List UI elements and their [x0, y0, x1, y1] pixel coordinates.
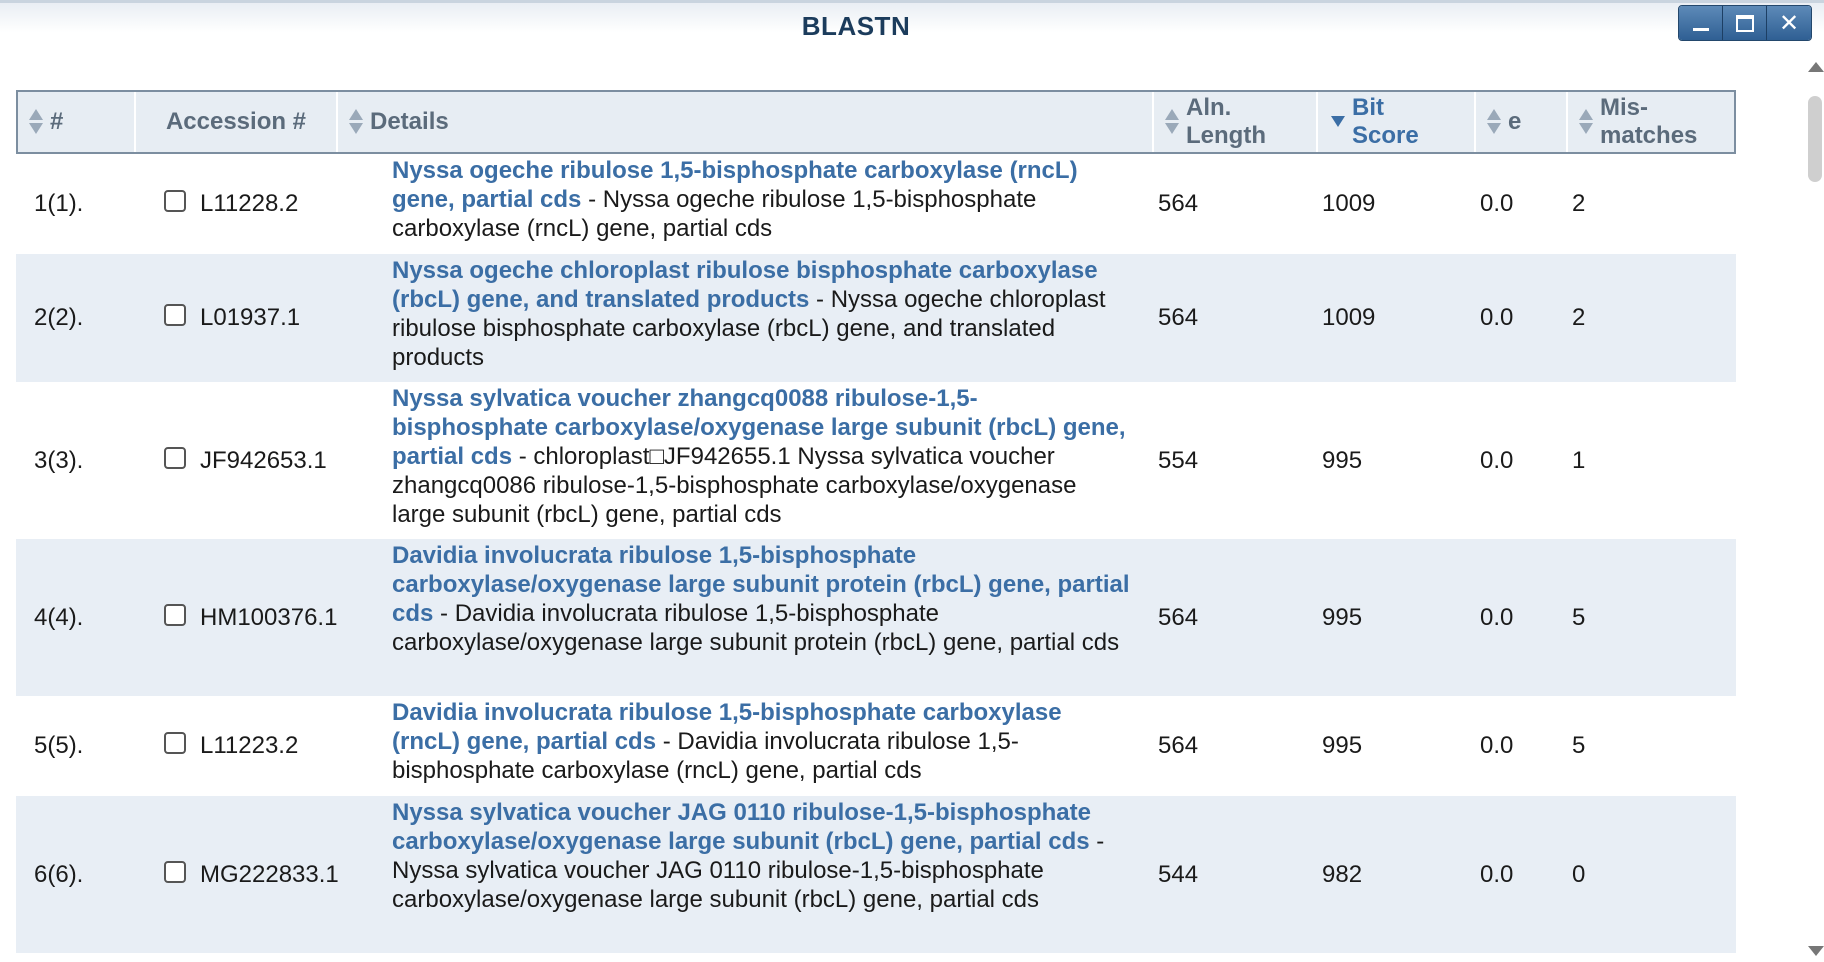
- table-row[interactable]: [16, 382, 1736, 539]
- table-row[interactable]: [16, 796, 1736, 953]
- accession-number: JF942653.1: [200, 446, 327, 474]
- details-description: - chloroplast□JF942655.1 Nyssa sylvatica voucher zhangcq0086 ribulose-1,5-bisphosphate carboxylase/oxygenase large subunit (rbcL) gene, partial cds: [392, 443, 1077, 528]
- accession-number: L01937.1: [200, 304, 301, 331]
- table-header: [16, 90, 1736, 154]
- scroll-down-icon[interactable]: [1808, 946, 1824, 956]
- column-label: e: [1508, 108, 1522, 135]
- column-header-e[interactable]: [1476, 92, 1568, 152]
- column-header-bit-score[interactable]: [1318, 92, 1476, 152]
- accession-number: MG222833.1: [200, 860, 339, 888]
- bit-score-value: 995: [1322, 732, 1363, 759]
- mismatches-value: 2: [1572, 190, 1586, 217]
- details-cell: [392, 156, 1132, 254]
- minimize-icon[interactable]: [1679, 6, 1723, 40]
- aln-length-value: 564: [1158, 732, 1199, 759]
- table-row[interactable]: [16, 254, 1736, 382]
- e-value: 0.0: [1480, 860, 1514, 888]
- column-header-details[interactable]: [338, 92, 1154, 152]
- bit-score-value: 1009: [1322, 304, 1376, 331]
- window-title: BLASTN: [801, 11, 911, 41]
- e-value: 0.0: [1480, 446, 1514, 474]
- row-number: 6(6).: [34, 860, 84, 888]
- accession-cell: [164, 796, 384, 953]
- details-link[interactable]: Nyssa ogeche chloroplast ribulose bisphosphate carboxylase (rbcL) gene, and translated products: [392, 257, 1098, 313]
- details-cell: [392, 698, 1132, 796]
- row-number: 2(2).: [34, 304, 84, 331]
- details-cell: [392, 798, 1132, 953]
- details-cell: [392, 256, 1132, 382]
- accession-cell: [164, 539, 384, 696]
- e-value: 0.0: [1480, 304, 1514, 331]
- details-link[interactable]: Nyssa sylvatica voucher JAG 0110 ribulose-1,5-bisphosphate carboxylase/oxygenase large subunit (rbcL) gene, partial cds: [392, 799, 1091, 855]
- title-bar[interactable]: [0, 0, 1824, 52]
- scroll-up-icon[interactable]: [1808, 62, 1824, 72]
- accession-cell: [164, 696, 384, 796]
- row-checkbox[interactable]: [164, 190, 186, 212]
- column-label: Details: [370, 108, 449, 135]
- accession-cell: [164, 154, 384, 254]
- mismatches-value: 0: [1572, 860, 1586, 888]
- accession-number: L11223.2: [200, 732, 299, 759]
- maximize-icon[interactable]: [1723, 6, 1767, 40]
- aln-length-value: 564: [1158, 190, 1199, 217]
- table-body: [16, 154, 1736, 953]
- mismatches-value: 1: [1572, 446, 1586, 474]
- column-label: Mis- matches: [1600, 94, 1698, 149]
- details-link[interactable]: Nyssa ogeche ribulose 1,5-bisphosphate carboxylase (rncL) gene, partial cds: [392, 157, 1078, 213]
- e-value: 0.0: [1480, 603, 1514, 631]
- bit-score-value: 982: [1322, 860, 1363, 888]
- table-row[interactable]: [16, 154, 1736, 254]
- bit-score-value: 995: [1322, 446, 1363, 474]
- details-description: - Davidia involucrata ribulose 1,5-bisphosphate carboxylase/oxygenase large subunit protein (rbcL) gene, partial cds: [392, 600, 1120, 656]
- accession-cell: [164, 382, 384, 539]
- aln-length-value: 554: [1158, 446, 1199, 474]
- sort-desc-icon: [1330, 107, 1346, 137]
- details-cell: [392, 541, 1132, 696]
- e-value: 0.0: [1480, 732, 1514, 759]
- details-description: - Nyssa ogeche chloroplast ribulose bisphosphate carboxylase (rbcL) gene, and translated products: [392, 286, 1106, 371]
- aln-length-value: 564: [1158, 304, 1199, 331]
- sort-icon: [1164, 107, 1180, 137]
- column-header-mismatches[interactable]: [1568, 92, 1734, 152]
- column-label: #: [50, 108, 64, 135]
- table-row[interactable]: [16, 539, 1736, 696]
- window-controls: [1678, 5, 1812, 41]
- row-checkbox[interactable]: [164, 604, 186, 626]
- scroll-thumb[interactable]: [1808, 96, 1822, 182]
- mismatches-value: 5: [1572, 603, 1586, 631]
- column-label: Accession #: [165, 108, 307, 135]
- row-number: 3(3).: [34, 446, 84, 474]
- sort-icon: [1486, 107, 1502, 137]
- accession-number: L11228.2: [200, 190, 299, 217]
- column-header-num[interactable]: [18, 92, 136, 152]
- details-description: - Davidia involucrata ribulose 1,5-bisphosphate carboxylase (rncL) gene, partial cds: [392, 728, 1019, 784]
- aln-length-value: 564: [1158, 603, 1199, 631]
- sort-icon: [348, 107, 364, 137]
- details-link[interactable]: Davidia involucrata ribulose 1,5-bisphosphate carboxylase/oxygenase large subunit protein (rbcL) gene, partial cds: [392, 542, 1130, 627]
- e-value: 0.0: [1480, 190, 1514, 217]
- column-header-aln-length[interactable]: [1154, 92, 1318, 152]
- accession-number: HM100376.1: [200, 603, 338, 631]
- row-checkbox[interactable]: [164, 732, 186, 754]
- table-row[interactable]: [16, 696, 1736, 796]
- sort-icon: [1578, 107, 1594, 137]
- close-icon: ✕: [1778, 9, 1800, 37]
- bit-score-value: 995: [1322, 603, 1363, 631]
- details-link[interactable]: Nyssa sylvatica voucher zhangcq0088 ribulose-1,5-bisphosphate carboxylase/oxygenase large subunit (rbcL) gene, partial cds: [392, 385, 1126, 470]
- close-button[interactable]: [1767, 6, 1811, 40]
- accession-cell: [164, 254, 384, 382]
- details-cell: [392, 384, 1132, 539]
- column-label: Bit Score: [1352, 94, 1419, 149]
- row-checkbox[interactable]: [164, 304, 186, 326]
- bit-score-value: 1009: [1322, 190, 1376, 217]
- vertical-scrollbar[interactable]: [1806, 56, 1824, 962]
- column-header-accession[interactable]: [136, 92, 338, 152]
- row-checkbox[interactable]: [164, 861, 186, 883]
- mismatches-value: 5: [1572, 732, 1586, 759]
- sort-icon: [28, 107, 44, 137]
- column-label: Aln. Length: [1186, 94, 1266, 149]
- row-checkbox[interactable]: [164, 447, 186, 469]
- row-number: 4(4).: [34, 603, 84, 631]
- details-description: - Nyssa sylvatica voucher JAG 0110 ribulose-1,5-bisphosphate carboxylase/oxygenase large subunit (rbcL) gene, partial cds: [392, 828, 1105, 913]
- row-number: 1(1).: [34, 190, 84, 217]
- details-description: - Nyssa ogeche ribulose 1,5-bisphosphate carboxylase (rncL) gene, partial cds: [392, 186, 1037, 242]
- details-link[interactable]: Davidia involucrata ribulose 1,5-bisphosphate carboxylase (rncL) gene, partial cds: [392, 699, 1062, 755]
- results-table: [16, 90, 1736, 953]
- row-number: 5(5).: [34, 732, 84, 759]
- aln-length-value: 544: [1158, 860, 1199, 888]
- mismatches-value: 2: [1572, 304, 1586, 331]
